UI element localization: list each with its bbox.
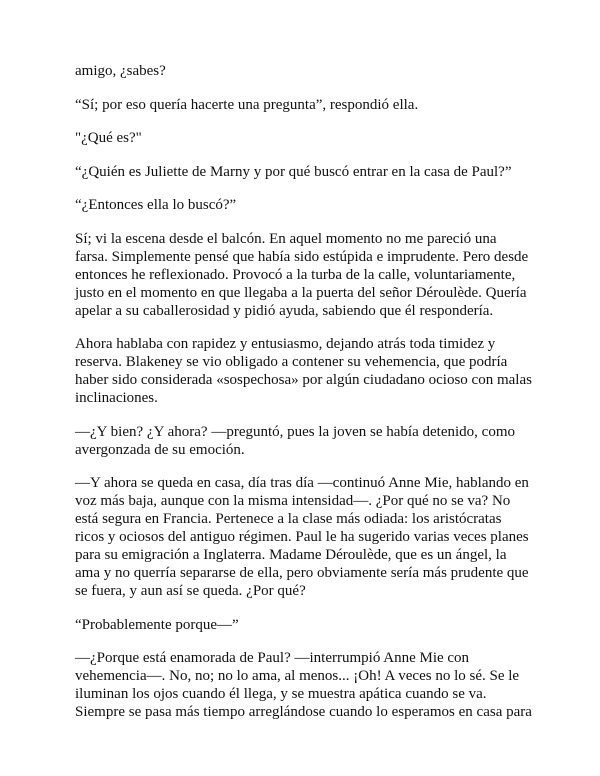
text-line: entonces he reflexionado. Provocó a la turba de la calle, voluntariamente, [75,266,516,283]
text-line: amigo, ¿sabes? [75,63,166,79]
text-line: “Sí; por eso quería hacerte una pregunta”, respondió ella. [75,96,419,113]
text-line: vehemencia—. No, no; no lo ama, al menos... ¡Oh! A veces no lo sé. Se le [75,668,520,684]
text-line: ricos y ociosos del antiguo régimen. Paul le ha sugerido varias veces planes [75,529,529,545]
text-line: para su emigración a Inglaterra. Madame Déroulède, que es un ángel, la [75,547,507,563]
text-line: se fuera, y aun así se queda. ¿Por qué? [75,583,306,599]
text-line: avergonzada de su emoción. [75,441,245,458]
paragraph [75,474,545,600]
paragraph [75,163,545,181]
text-line: haber sido considerada «sospechosa» por algún ciudadano ocioso con malas [75,372,532,388]
text-line: inclinaciones. [75,390,158,406]
text-line: Ahora hablaba con rapidez y entusiasmo, dejando atrás toda timidez y [75,336,496,352]
paragraph [75,96,545,114]
text-line: voz más baja, aunque con la misma intensidad—. ¿Por qué no se va? No [75,493,511,509]
text-line: apelar a su caballerosidad y pidió ayuda, sabiendo que él respondería. [75,302,494,319]
paragraph [75,129,545,147]
text-line: Sí; vi la escena desde el balcón. En aquel momento no me pareció una [75,230,497,247]
text-line: —¿Porque está enamorada de Paul? —interrumpió Anne Mie con [75,650,470,666]
text-line: justo en el momento en que llegaba a la puerta del señor Déroulède. Quería [75,284,527,301]
text-line: “Probablemente porque—” [75,616,239,633]
text-line: farsa. Simplemente pensé que había sido estúpida e imprudente. Pero desde [75,248,529,265]
paragraph [75,335,545,407]
text-line: Siempre se pasa más tiempo arreglándose cuando lo esperamos en casa para [75,704,532,720]
text-line: “¿Entonces ella lo buscó?” [75,197,237,213]
paragraph [75,649,545,721]
paragraph [75,423,545,459]
text-line: reserva. Blakeney se vio obligado a contener su vehemencia, que podría [75,354,508,370]
text-line: ama y no querría separarse de ella, pero obviamente sería más prudente que [75,565,529,581]
text-line: —Y ahora se queda en casa, día tras día —continuó Anne Mie, hablando en [75,475,529,491]
text-line: “¿Quién es Juliette de Marny y por qué buscó entrar en la casa de Paul?” [75,163,512,180]
text-line: está segura en Francia. Pertenece a la clase más odiada: los aristócratas [75,511,502,527]
text-line: "¿Qué es?" [75,130,142,146]
paragraph [75,196,545,214]
document-page [75,62,545,737]
paragraph [75,62,545,80]
text-line: —¿Y bien? ¿Y ahora? —preguntó, pues la joven se había detenido, como [75,423,515,440]
text-line: iluminan los ojos cuando él llega, y se muestra apática cuando se va. [75,686,487,702]
paragraph [75,230,545,320]
paragraph [75,616,545,634]
